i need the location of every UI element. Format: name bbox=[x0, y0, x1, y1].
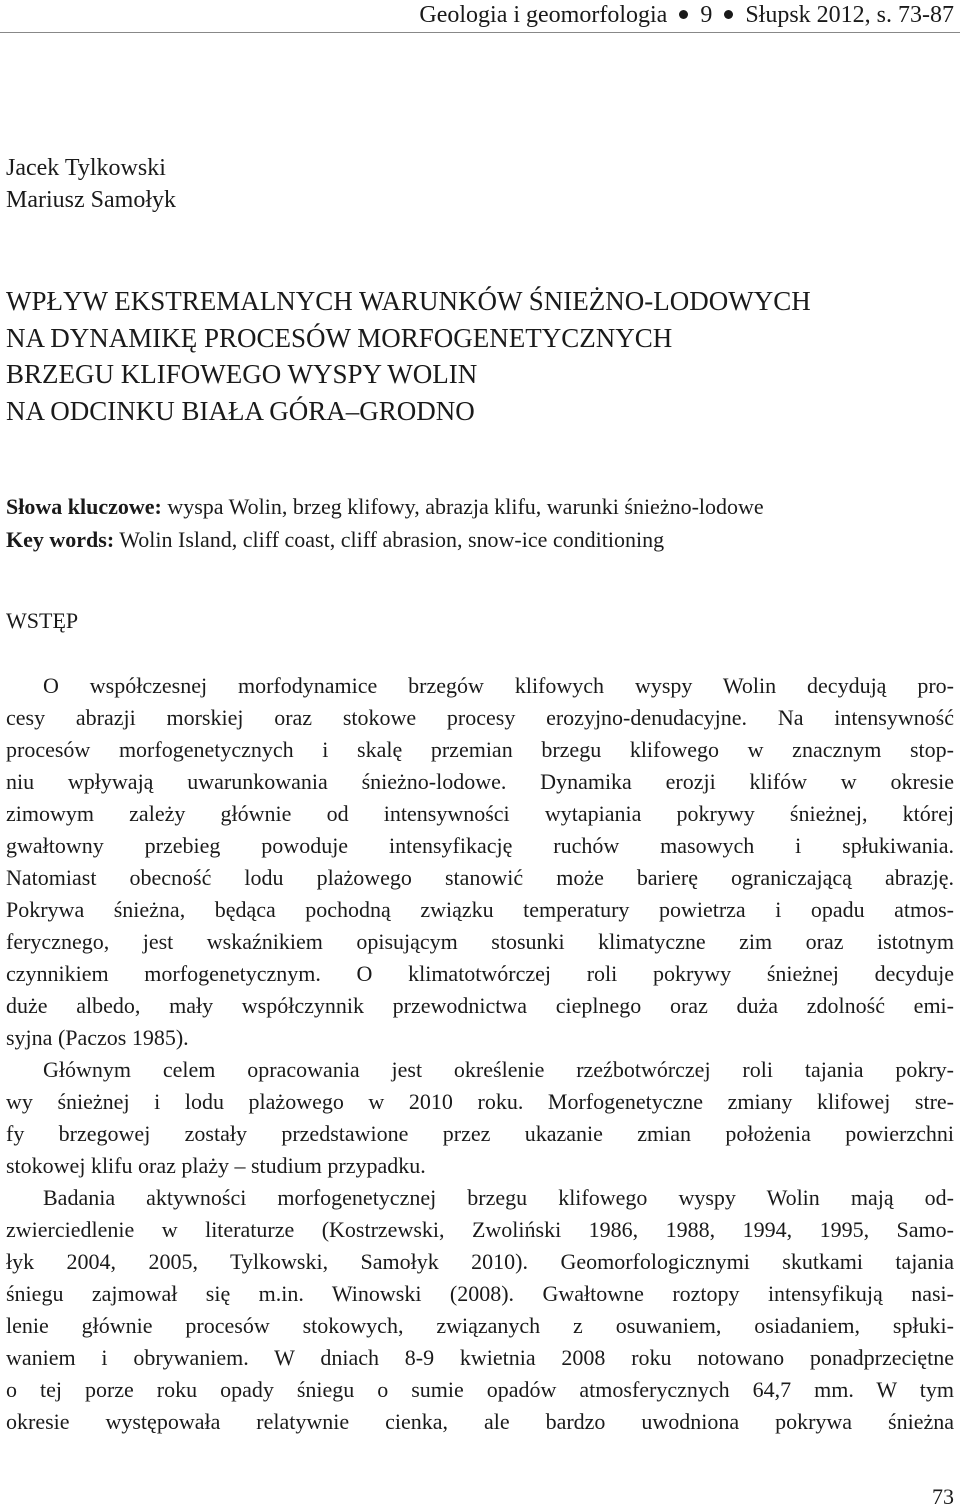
keywords-polish-text: wyspa Wolin, brzeg klifowy, abrazja klifu, warunki śnieżno-lodowe bbox=[161, 494, 764, 519]
body-line: zimowym zależy głównie od intensywności wytapiania pokrywy śnieżnej, której bbox=[6, 801, 954, 826]
bullet-icon bbox=[724, 10, 733, 19]
body-line: gwałtowny przebieg powoduje intensyfikację ruchów masowych i spłukiwania. bbox=[6, 833, 954, 858]
body-line: niu wpływają uwarunkowania śnieżno-lodowe. Dynamika erozji klifów w okresie bbox=[6, 769, 954, 794]
section-heading: WSTĘP bbox=[6, 608, 79, 633]
keywords-polish-label: Słowa kluczowe: bbox=[6, 494, 162, 519]
page-number: 73 bbox=[932, 1484, 954, 1509]
body-line: śniegu zajmował się m.in. Winowski (2008). Gwałtowne roztopy intensyfikują nasi- bbox=[6, 1281, 954, 1306]
body-line: Głównym celem opracowania jest określenie rzeźbotwórczej roli tajania pokry- bbox=[43, 1057, 954, 1082]
bullet-icon bbox=[679, 10, 688, 19]
title-line: BRZEGU KLIFOWEGO WYSPY WOLIN bbox=[6, 359, 478, 389]
body-line: duże albedo, mały współczynnik przewodnictwa cieplnego oraz duża zdolność emi- bbox=[6, 993, 954, 1018]
journal-volume: 9 bbox=[700, 2, 713, 28]
header-rule bbox=[0, 32, 960, 33]
author-name: Jacek Tylkowski bbox=[6, 155, 166, 181]
keywords-english-label: Key words: bbox=[6, 527, 115, 552]
journal-place-year-pages: Słupsk 2012, s. 73-87 bbox=[745, 2, 954, 28]
body-line: waniem i obrywaniem. W dniach 8-9 kwietnia 2008 roku notowano ponadprzeciętne bbox=[6, 1345, 954, 1370]
authors bbox=[6, 152, 176, 216]
body-text bbox=[6, 670, 954, 1438]
title-line: NA DYNAMIKĘ PROCESÓW MORFOGENETYCZNYCH bbox=[6, 322, 673, 353]
body-line: stokowej klifu oraz plaży – studium przypadku. bbox=[6, 1153, 426, 1178]
body-line: okresie występowała relatywnie cienka, ale bardzo uwodniona pokrywa śnieżna bbox=[6, 1409, 954, 1434]
title-line: NA ODCINKU BIAŁA GÓRA–GRODNO bbox=[6, 395, 475, 426]
title-line: WPŁYW EKSTREMALNYCH WARUNKÓW ŚNIEŻNO-LODOWYCH bbox=[6, 286, 811, 316]
keywords-english bbox=[6, 523, 764, 556]
body-line: cesy abrazji morskiej oraz stokowe procesy erozyjno-denudacyjne. Na intensywność bbox=[6, 705, 954, 730]
body-line: lenie głównie procesów stokowych, związanych z osuwaniem, osiadaniem, spłuki- bbox=[6, 1313, 954, 1338]
body-line: łyk 2004, 2005, Tylkowski, Samołyk 2010). Geomorfologicznymi skutkami tajania bbox=[6, 1249, 954, 1274]
body-line: Pokrywa śnieżna, będąca pochodną związku temperatury powietrza i opadu atmos- bbox=[6, 897, 954, 922]
keywords bbox=[6, 490, 764, 556]
body-line: syjna (Paczos 1985). bbox=[6, 1025, 189, 1050]
running-head bbox=[419, 0, 954, 30]
body-line: zwierciedlenie w literaturze (Kostrzewski, Zwoliński 1986, 1988, 1994, 1995, Samo- bbox=[6, 1217, 954, 1242]
body-line: fy brzegowej zostały przedstawione przez ukazanie zmian położenia powierzchni bbox=[6, 1121, 954, 1146]
body-line: o tej porze roku opady śniegu o sumie opadów atmosferycznych 64,7 mm. W tym bbox=[6, 1377, 954, 1402]
body-line: procesów morfogenetycznych i skalę przemian brzegu klifowego w znacznym stop- bbox=[6, 737, 954, 762]
keywords-english-text: Wolin Island, cliff coast, cliff abrasion, snow-ice conditioning bbox=[114, 527, 665, 552]
body-line: wy śnieżnej i lodu plażowego w 2010 roku. Morfogenetyczne zmiany klifowej stre- bbox=[6, 1089, 954, 1114]
article-title bbox=[6, 283, 811, 429]
keywords-polish bbox=[6, 490, 764, 523]
author-name: Mariusz Samołyk bbox=[6, 187, 176, 213]
body-line: czynnikiem morfogenetycznym. O klimatotwórczej roli pokrywy śnieżnej decyduje bbox=[6, 961, 954, 986]
journal-name: Geologia i geomorfologia bbox=[419, 2, 668, 28]
body-line: Natomiast obecność lodu plażowego stanowić może barierę ograniczającą abrazję. bbox=[6, 865, 954, 890]
body-line: O współczesnej morfodynamice brzegów klifowych wyspy Wolin decydują pro- bbox=[43, 673, 954, 698]
body-line: ferycznego, jest wskaźnikiem opisującym stosunki klimatyczne zim oraz istotnym bbox=[6, 929, 954, 954]
body-line: Badania aktywności morfogenetycznej brzegu klifowego wyspy Wolin mają od- bbox=[43, 1185, 954, 1210]
